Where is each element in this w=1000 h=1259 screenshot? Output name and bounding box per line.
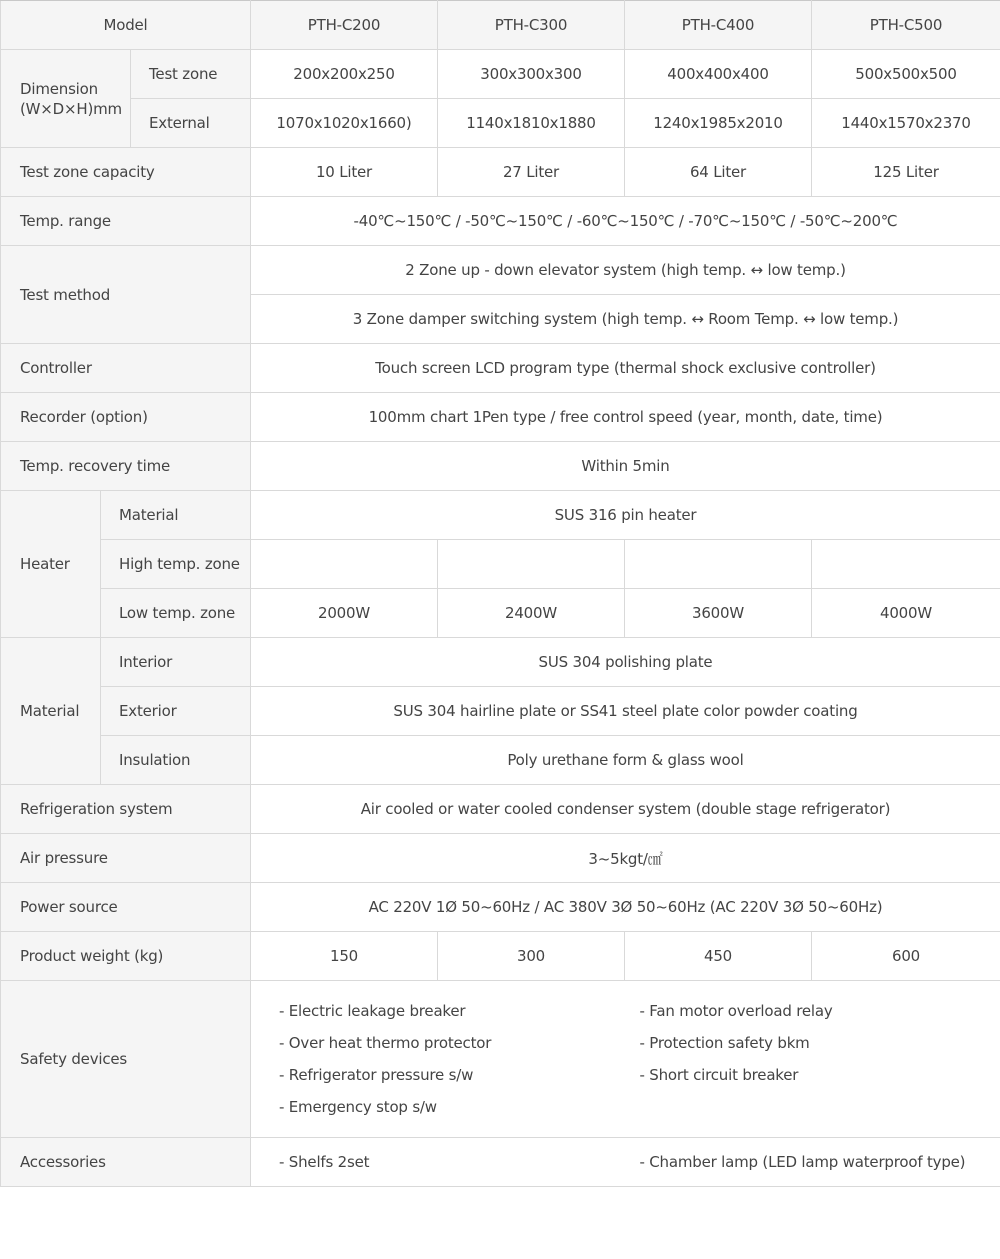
recorder-row bbox=[1, 393, 1000, 442]
safety-item: - Fan motor overload relay bbox=[639, 1002, 833, 1020]
safety-item: - Over heat thermo protector bbox=[279, 1034, 492, 1052]
heater-high-value bbox=[438, 540, 625, 589]
weight-value: 300 bbox=[438, 932, 625, 981]
dimension-external-value: 1440x1570x2370 bbox=[812, 99, 1000, 148]
heater-low-value: 3600W bbox=[625, 589, 812, 638]
heater-label: Heater bbox=[1, 491, 101, 638]
safety-item: - Electric leakage breaker bbox=[279, 1002, 466, 1020]
material-interior-value: SUS 304 polishing plate bbox=[251, 638, 1000, 687]
temp-range-value: -40℃~150℃ / -50℃~150℃ / -60℃~150℃ / -70℃~150℃ / -50℃~200℃ bbox=[251, 197, 1000, 246]
controller-label: Controller bbox=[1, 344, 251, 393]
dimension-external-value: 1070x1020x1660) bbox=[251, 99, 438, 148]
material-insulation-label: Insulation bbox=[101, 736, 251, 785]
heater-material-row bbox=[1, 491, 1000, 540]
heater-high-value bbox=[812, 540, 1000, 589]
weight-value: 600 bbox=[812, 932, 1000, 981]
heater-high-row bbox=[1, 540, 1000, 589]
accessories-row bbox=[1, 1138, 1000, 1187]
capacity-label: Test zone capacity bbox=[1, 148, 251, 197]
controller-value: Touch screen LCD program type (thermal shock exclusive controller) bbox=[251, 344, 1000, 393]
heater-material-value: SUS 316 pin heater bbox=[251, 491, 1000, 540]
weight-row bbox=[1, 932, 1000, 981]
refrigeration-row bbox=[1, 785, 1000, 834]
model-pth-c400: PTH-C400 bbox=[625, 1, 812, 50]
material-exterior-value: SUS 304 hairline plate or SS41 steel plate color powder coating bbox=[251, 687, 1000, 736]
dimension-external-row bbox=[1, 99, 1000, 148]
capacity-value: 125 Liter bbox=[812, 148, 1000, 197]
recorder-label: Recorder (option) bbox=[1, 393, 251, 442]
weight-value: 450 bbox=[625, 932, 812, 981]
safety-item: - Protection safety bkm bbox=[639, 1034, 810, 1052]
accessory-item: - Chamber lamp (LED lamp waterproof type) bbox=[639, 1153, 966, 1171]
accessory-item: - Shelfs 2set bbox=[279, 1153, 370, 1171]
dimension-test-zone-value: 200x200x250 bbox=[251, 50, 438, 99]
material-exterior-label: Exterior bbox=[101, 687, 251, 736]
heater-high-value bbox=[625, 540, 812, 589]
safety-list-right bbox=[640, 995, 1000, 1123]
heater-low-label: Low temp. zone bbox=[101, 589, 251, 638]
capacity-value: 10 Liter bbox=[251, 148, 438, 197]
test-method-line: 2 Zone up - down elevator system (high temp. ↔ low temp.) bbox=[251, 246, 1000, 295]
material-interior-label: Interior bbox=[101, 638, 251, 687]
model-pth-c500: PTH-C500 bbox=[812, 1, 1000, 50]
material-exterior-row bbox=[1, 687, 1000, 736]
refrigeration-value: Air cooled or water cooled condenser system (double stage refrigerator) bbox=[251, 785, 1000, 834]
temp-range-row bbox=[1, 197, 1000, 246]
recovery-value: Within 5min bbox=[251, 442, 1000, 491]
temp-range-label: Temp. range bbox=[1, 197, 251, 246]
test-method-line: 3 Zone damper switching system (high temp. ↔ Room Temp. ↔ low temp.) bbox=[251, 295, 1000, 344]
dimension-test-zone-value: 500x500x500 bbox=[812, 50, 1000, 99]
refrigeration-label: Refrigeration system bbox=[1, 785, 251, 834]
weight-value: 150 bbox=[251, 932, 438, 981]
capacity-value: 64 Liter bbox=[625, 148, 812, 197]
dimension-test-zone-row bbox=[1, 50, 1000, 99]
dimension-test-zone-label: Test zone bbox=[131, 50, 251, 99]
safety-item: - Refrigerator pressure s/w bbox=[279, 1066, 474, 1084]
heater-low-value: 2000W bbox=[251, 589, 438, 638]
model-pth-c200: PTH-C200 bbox=[251, 1, 438, 50]
recorder-value: 100mm chart 1Pen type / free control speed (year, month, date, time) bbox=[251, 393, 1000, 442]
model-pth-c300: PTH-C300 bbox=[438, 1, 625, 50]
model-header: Model bbox=[1, 1, 251, 50]
dimension-test-zone-value: 400x400x400 bbox=[625, 50, 812, 99]
dimension-label: Dimension (W×D×H)mm bbox=[1, 50, 131, 148]
safety-label: Safety devices bbox=[1, 981, 251, 1138]
safety-list bbox=[251, 981, 1000, 1138]
material-interior-row bbox=[1, 638, 1000, 687]
accessories-label: Accessories bbox=[1, 1138, 251, 1187]
heater-low-value: 4000W bbox=[812, 589, 1000, 638]
safety-list-left bbox=[279, 995, 640, 1123]
air-pressure-label: Air pressure bbox=[1, 834, 251, 883]
heater-low-row bbox=[1, 589, 1000, 638]
heater-low-value: 2400W bbox=[438, 589, 625, 638]
air-pressure-value: 3~5kgt/㎠ bbox=[251, 834, 1000, 883]
material-insulation-row bbox=[1, 736, 1000, 785]
power-row bbox=[1, 883, 1000, 932]
safety-item: - Short circuit breaker bbox=[639, 1066, 799, 1084]
test-method-label: Test method bbox=[1, 246, 251, 344]
weight-label: Product weight (kg) bbox=[1, 932, 251, 981]
power-label: Power source bbox=[1, 883, 251, 932]
air-pressure-row bbox=[1, 834, 1000, 883]
material-insulation-value: Poly urethane form & glass wool bbox=[251, 736, 1000, 785]
dimension-external-label: External bbox=[131, 99, 251, 148]
dimension-external-value: 1140x1810x1880 bbox=[438, 99, 625, 148]
heater-high-label: High temp. zone bbox=[101, 540, 251, 589]
power-value: AC 220V 1Ø 50~60Hz / AC 380V 3Ø 50~60Hz (AC 220V 3Ø 50~60Hz) bbox=[251, 883, 1000, 932]
recovery-label: Temp. recovery time bbox=[1, 442, 251, 491]
dimension-external-value: 1240x1985x2010 bbox=[625, 99, 812, 148]
header-row bbox=[1, 1, 1000, 50]
safety-row bbox=[1, 981, 1000, 1138]
test-method-row bbox=[1, 246, 1000, 295]
accessories-list bbox=[251, 1138, 1000, 1187]
capacity-value: 27 Liter bbox=[438, 148, 625, 197]
heater-material-label: Material bbox=[101, 491, 251, 540]
recovery-row bbox=[1, 442, 1000, 491]
capacity-row bbox=[1, 148, 1000, 197]
dimension-test-zone-value: 300x300x300 bbox=[438, 50, 625, 99]
safety-item: - Emergency stop s/w bbox=[279, 1098, 437, 1116]
material-label: Material bbox=[1, 638, 101, 785]
controller-row bbox=[1, 344, 1000, 393]
heater-high-value bbox=[251, 540, 438, 589]
